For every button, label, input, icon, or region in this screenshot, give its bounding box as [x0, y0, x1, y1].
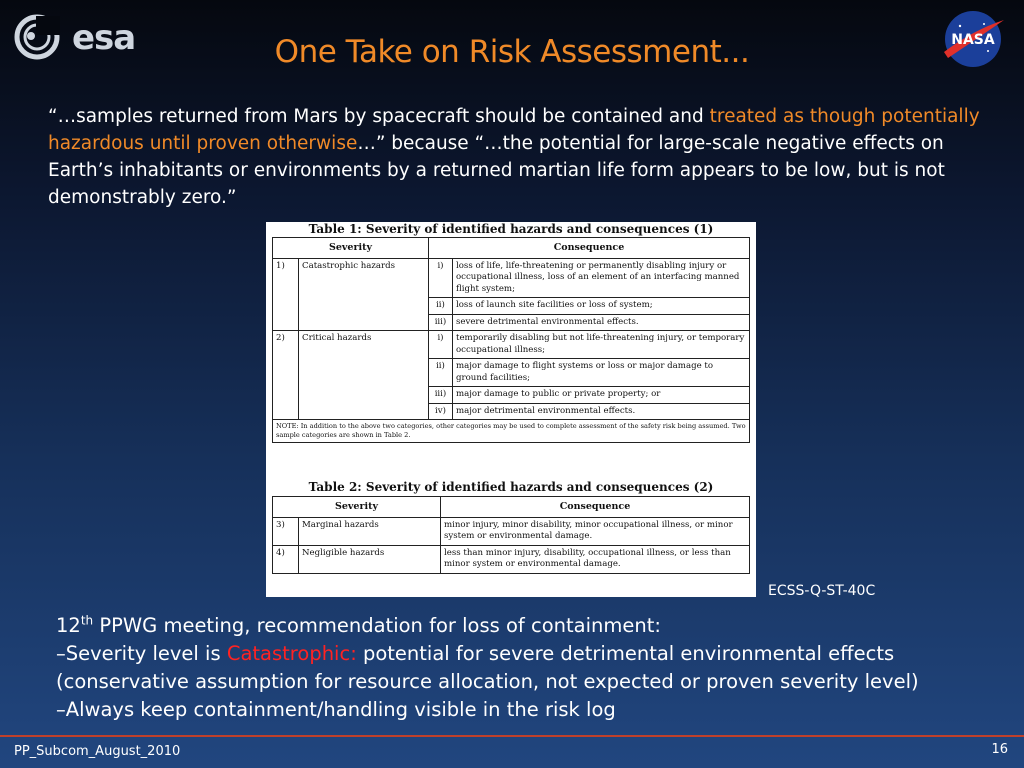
esa-wordmark: esa [72, 18, 136, 58]
footer-label: PP_Subcom_August_2010 [14, 744, 181, 759]
consequence-cell: less than minor injury, disability, occupational illness, or less than minor system or environmental damage. [441, 545, 750, 573]
table2-col-severity: Severity [273, 497, 441, 518]
item-number: ii) [429, 359, 453, 387]
recommendation-line-3: (conservative assumption for resource allocation, not expected or proven severity level) [56, 670, 919, 693]
source-label: ECSS-Q-ST-40C [768, 583, 876, 599]
table-row [273, 517, 750, 545]
table-note-row [273, 420, 750, 443]
item-number: i) [429, 331, 453, 359]
table-row [273, 258, 750, 298]
quote-part-2: …” because “…the potential for large-scale negative effects on Earth’s inhabitants or environments by a returned martian life form appears to be low, but is not demonstrably zero.” [48, 133, 945, 208]
item-number: iii) [429, 314, 453, 331]
table2 [272, 496, 750, 574]
table2-header [273, 497, 750, 518]
severity-description: potential for severe detrimental environmental effects [356, 642, 895, 665]
slide-title: One Take on Risk Assessment... [274, 34, 750, 70]
item-number: i) [429, 258, 453, 298]
item-number: iv) [429, 403, 453, 420]
recommendation-line-2 [56, 640, 1016, 668]
meeting-number: 12 [56, 614, 81, 637]
meeting-ordinal: th [80, 613, 94, 628]
table2-caption: Table 2: Severity of identified hazards and consequences (2) [308, 480, 714, 494]
recommendation-line-1 [56, 612, 1016, 640]
page-number: 16 [991, 742, 1008, 757]
quote-paragraph [48, 103, 998, 211]
item-number: iii) [429, 387, 453, 404]
severity-cell: Catastrophic hazards [299, 258, 429, 331]
consequence-cell: loss of life, life-threatening or permanently disabling injury or occupational illness, loss of an element of an interfacing manned flight system; [453, 258, 750, 298]
consequence-cell: loss of launch site facilities or loss of system; [453, 298, 750, 315]
footer-divider [0, 735, 1024, 737]
severity-tables-image [266, 222, 756, 597]
consequence-cell: major damage to flight systems or loss or major damage to ground facilities; [453, 359, 750, 387]
row-number: 2) [273, 331, 299, 420]
consequence-cell: major detrimental environmental effects. [453, 403, 750, 420]
recommendation-text [56, 612, 1016, 724]
table1-header [273, 238, 750, 259]
quote-highlight: treated as though potentially hazardous until proven otherwise [48, 106, 980, 154]
item-number: ii) [429, 298, 453, 315]
severity-prefix: –Severity level is [56, 642, 227, 665]
consequence-cell: minor injury, minor disability, minor occupational illness, or minor system or environmental damage. [441, 517, 750, 545]
consequence-cell: severe detrimental environmental effects. [453, 314, 750, 331]
table1 [272, 237, 750, 443]
consequence-cell: major damage to public or private property; or [453, 387, 750, 404]
table1-col-consequence: Consequence [429, 238, 750, 259]
meeting-text: PPWG meeting, recommendation for loss of containment: [93, 614, 661, 637]
table2-col-consequence: Consequence [441, 497, 750, 518]
consequence-cell: temporarily disabling but not life-threatening injury, or temporary occupational illness; [453, 331, 750, 359]
nasa-wordmark: NASA [951, 32, 995, 48]
severity-cell: Critical hazards [299, 331, 429, 420]
row-number: 4) [273, 545, 299, 573]
quote-part-1: “…samples returned from Mars by spacecraft should be contained and [48, 106, 710, 127]
row-number: 1) [273, 258, 299, 331]
table-row [273, 545, 750, 573]
table1-col-severity: Severity [273, 238, 429, 259]
row-number: 3) [273, 517, 299, 545]
severity-cell: Negligible hazards [299, 545, 441, 573]
table1-note: NOTE: In addition to the above two categories, other categories may be used to complete assessment of the safety risk being assumed. Two sample categories are shown in Table 2. [273, 420, 750, 443]
recommendation-line-4: –Always keep containment/handling visible in the risk log [56, 698, 616, 721]
table1-caption: Table 1: Severity of identified hazards and consequences (1) [308, 222, 714, 236]
table-row [273, 331, 750, 359]
severity-level: Catastrophic: [226, 642, 357, 665]
severity-cell: Marginal hazards [299, 517, 441, 545]
